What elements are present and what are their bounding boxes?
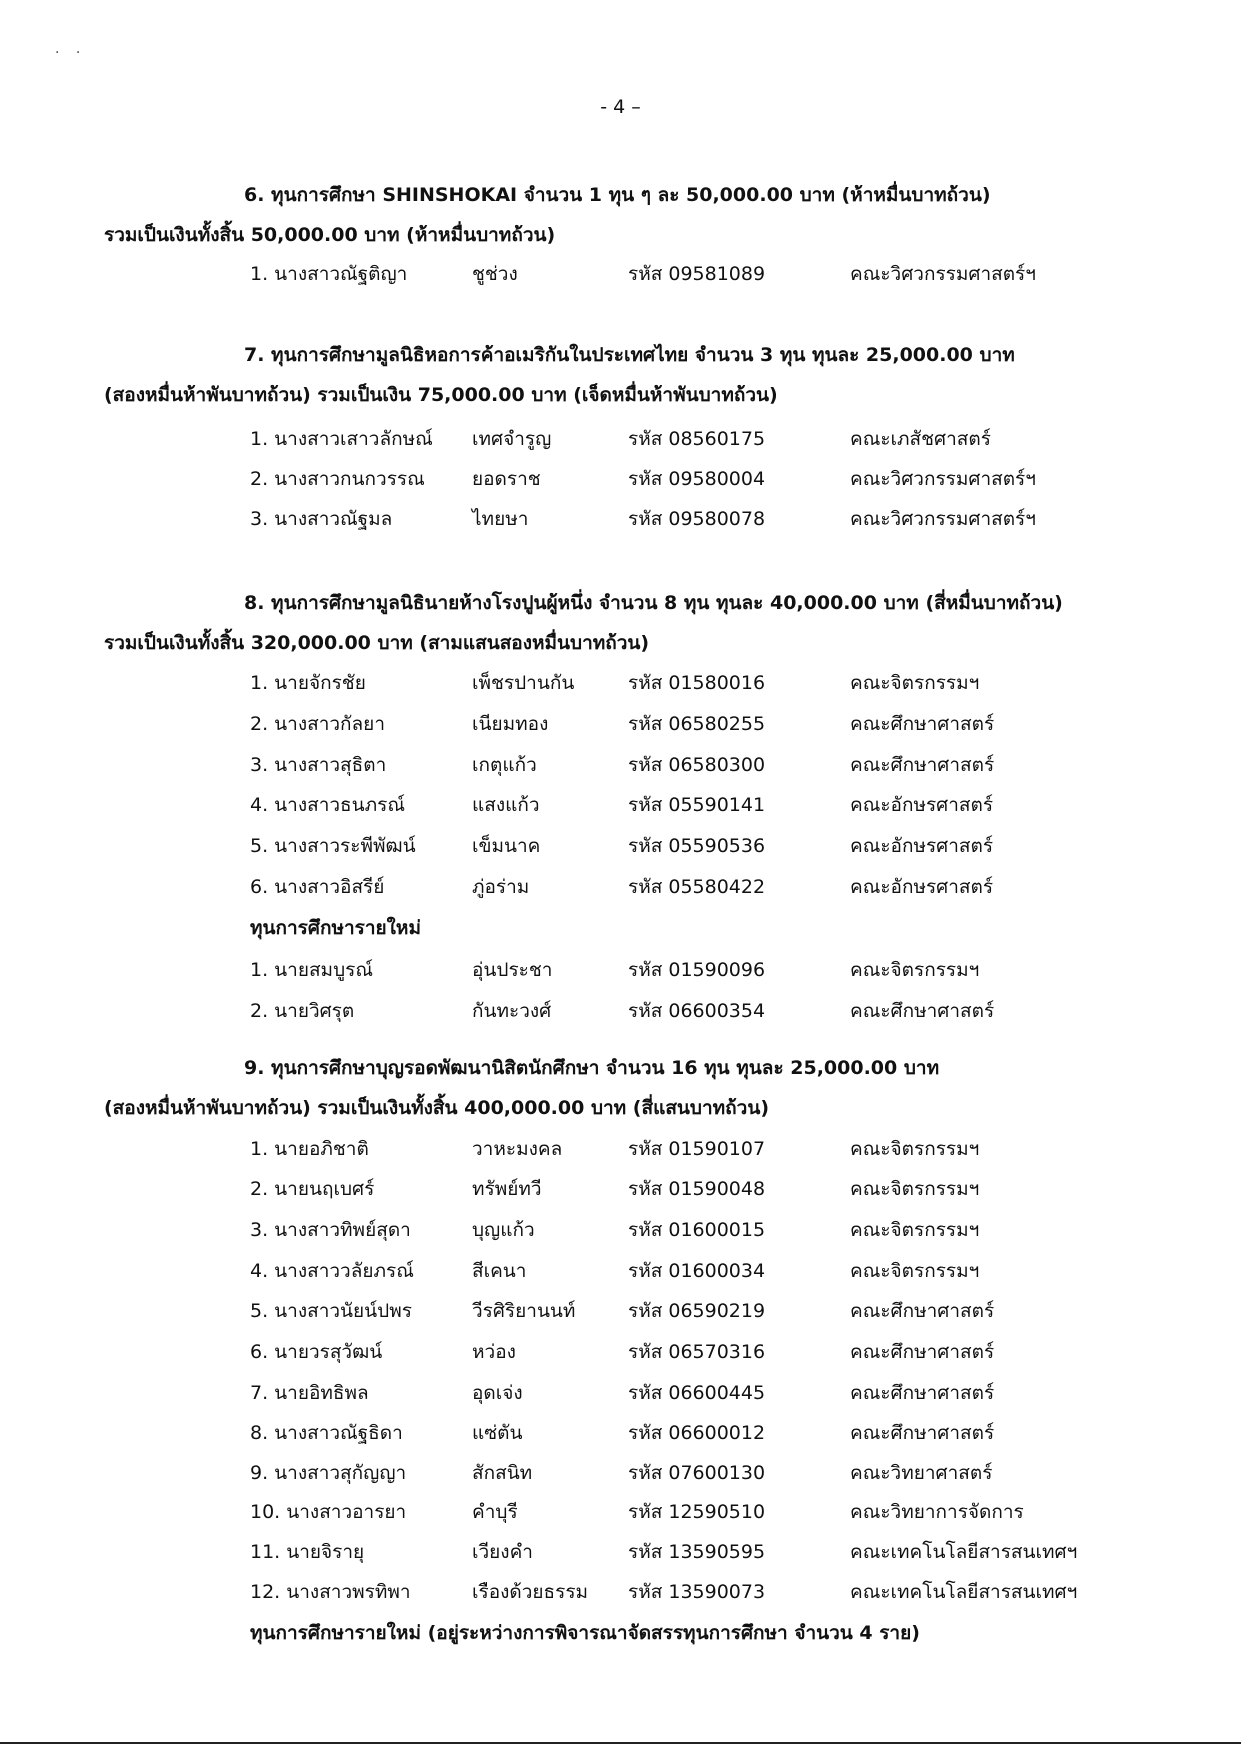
- heading-line-1: 9. ทุนการศึกษาบุญรอดพัฒนานิสิตนักศึกษา จำนวน 16 ทุน ทุนละ 25,000.00 บาท: [244, 1057, 940, 1079]
- student-id: รหัส 06600354: [628, 1000, 766, 1022]
- student-surname: แซ่ตัน: [472, 1422, 523, 1444]
- student-name: 7. นายอิทธิพล: [250, 1382, 369, 1404]
- student-surname: เกตุแก้ว: [472, 754, 537, 776]
- student-faculty: คณะศึกษาศาสตร์: [850, 713, 995, 735]
- student-surname: สักสนิท: [472, 1462, 533, 1484]
- student-name: 2. นางสาวกัลยา: [250, 713, 385, 735]
- student-name: 1. นายอภิชาติ: [250, 1138, 369, 1160]
- student-faculty: คณะศึกษาศาสตร์: [850, 1382, 995, 1404]
- student-id: รหัส 06600445: [628, 1382, 766, 1404]
- student-id: รหัส 01600034: [628, 1260, 766, 1282]
- student-surname: เทศจำรูญ: [472, 428, 552, 450]
- student-name: 1. นายสมบูรณ์: [250, 959, 373, 981]
- student-surname: อุดเจ่ง: [472, 1382, 523, 1404]
- heading-line-1: 6. ทุนการศึกษา SHINSHOKAI จำนวน 1 ทุน ๆ ละ 50,000.00 บาท (ห้าหมื่นบาทถ้วน): [244, 184, 991, 206]
- student-id: รหัส 09581089: [628, 263, 766, 285]
- student-id: รหัส 09580004: [628, 468, 766, 490]
- heading-line-2: (สองหมื่นห้าพันบาทถ้วน) รวมเป็นเงินทั้งสิ้น 400,000.00 บาท (สี่แสนบาทถ้วน): [104, 1097, 770, 1119]
- student-faculty: คณะอักษรศาสตร์: [850, 876, 994, 898]
- student-id: รหัส 06580255: [628, 713, 766, 735]
- student-faculty: คณะศึกษาศาสตร์: [850, 754, 995, 776]
- student-surname: เข็มนาค: [472, 835, 541, 857]
- student-surname: ยอดราช: [472, 468, 541, 490]
- student-surname: เวียงคำ: [472, 1541, 533, 1563]
- student-name: 8. นางสาวณัฐธิดา: [250, 1422, 403, 1444]
- student-id: รหัส 06570316: [628, 1341, 766, 1363]
- heading-line-1: 8. ทุนการศึกษามูลนิธินายห้างโรงปูนผู้หนึ่ง จำนวน 8 ทุน ทุนละ 40,000.00 บาท (สี่หมื่นบาทถ้วน): [244, 592, 1063, 614]
- new-scholarship-label: ทุนการศึกษารายใหม่ (อยู่ระหว่างการพิจารณาจัดสรรทุนการศึกษา จำนวน 4 ราย): [250, 1622, 920, 1644]
- student-name: 11. นายจิรายุ: [250, 1541, 365, 1563]
- student-faculty: คณะศึกษาศาสตร์: [850, 1341, 995, 1363]
- student-name: 4. นางสาววลัยภรณ์: [250, 1260, 414, 1282]
- student-faculty: คณะจิตรกรรมฯ: [850, 1178, 980, 1200]
- student-surname: คำบุรี: [472, 1501, 518, 1523]
- student-id: รหัส 05590141: [628, 794, 766, 816]
- student-faculty: คณะศึกษาศาสตร์: [850, 1000, 995, 1022]
- scan-specks: · ·: [55, 45, 87, 61]
- heading-line-2: รวมเป็นเงินทั้งสิ้น 50,000.00 บาท (ห้าหมื่นบาทถ้วน): [104, 224, 556, 246]
- student-surname: วีรศิริยานนท์: [472, 1300, 576, 1322]
- heading-line-2: รวมเป็นเงินทั้งสิ้น 320,000.00 บาท (สามแสนสองหมื่นบาทถ้วน): [104, 632, 650, 654]
- student-surname: ไทยษา: [472, 508, 529, 530]
- student-faculty: คณะวิศวกรรมศาสตร์ฯ: [850, 508, 1036, 530]
- student-surname: บุญแก้ว: [472, 1219, 535, 1241]
- student-name: 6. นายวรสุวัฒน์: [250, 1341, 383, 1363]
- scholarship-heading-8: [104, 583, 1140, 663]
- student-id: รหัส 09580078: [628, 508, 766, 530]
- student-name: 3. นางสาวสุธิตา: [250, 754, 387, 776]
- student-faculty: คณะจิตรกรรมฯ: [850, 672, 980, 694]
- student-faculty: คณะวิศวกรรมศาสตร์ฯ: [850, 263, 1036, 285]
- student-name: 2. นายวิศรุต: [250, 1000, 355, 1022]
- student-faculty: คณะวิศวกรรมศาสตร์ฯ: [850, 468, 1036, 490]
- student-faculty: คณะเภสัชศาสตร์: [850, 428, 991, 450]
- student-name: 1. นางสาวณัฐติญา: [250, 263, 408, 285]
- student-surname: แสงแก้ว: [472, 794, 540, 816]
- scan-edge-line: [0, 1742, 1241, 1744]
- scholarship-heading-6: [104, 175, 1140, 255]
- student-id: รหัส 08560175: [628, 428, 766, 450]
- student-faculty: คณะวิทยาการจัดการ: [850, 1501, 1024, 1523]
- student-surname: ภู่อร่าม: [472, 876, 530, 898]
- student-id: รหัส 06600012: [628, 1422, 766, 1444]
- student-id: รหัส 06580300: [628, 754, 766, 776]
- student-id: รหัส 01590048: [628, 1178, 766, 1200]
- student-surname: สีเคนา: [472, 1260, 527, 1282]
- student-surname: เรืองด้วยธรรม: [472, 1581, 589, 1603]
- student-name: 5. นางสาวนัยน์ปพร: [250, 1300, 412, 1322]
- student-surname: ทรัพย์ทวี: [472, 1178, 542, 1200]
- student-faculty: คณะจิตรกรรมฯ: [850, 959, 980, 981]
- student-name: 1. นางสาวเสาวลักษณ์: [250, 428, 433, 450]
- student-id: รหัส 06590219: [628, 1300, 766, 1322]
- student-id: รหัส 01590107: [628, 1138, 766, 1160]
- student-surname: อุ่นประชา: [472, 959, 553, 981]
- student-faculty: คณะจิตรกรรมฯ: [850, 1219, 980, 1241]
- student-faculty: คณะศึกษาศาสตร์: [850, 1300, 995, 1322]
- student-surname: กันทะวงศ์: [472, 1000, 552, 1022]
- student-faculty: คณะจิตรกรรมฯ: [850, 1138, 980, 1160]
- student-id: รหัส 05590536: [628, 835, 766, 857]
- student-name: 12. นางสาวพรทิพา: [250, 1581, 411, 1603]
- new-scholarship-label: ทุนการศึกษารายใหม่: [250, 917, 421, 939]
- student-faculty: คณะจิตรกรรมฯ: [850, 1260, 980, 1282]
- scholarship-heading-7: [104, 335, 1140, 415]
- heading-line-2: (สองหมื่นห้าพันบาทถ้วน) รวมเป็นเงิน 75,000.00 บาท (เจ็ดหมื่นห้าพันบาทถ้วน): [104, 384, 778, 406]
- student-surname: เพ็ชรปานกัน: [472, 672, 575, 694]
- student-id: รหัส 13590595: [628, 1541, 766, 1563]
- student-id: รหัส 12590510: [628, 1501, 766, 1523]
- student-surname: ชูช่วง: [472, 263, 518, 285]
- student-faculty: คณะอักษรศาสตร์: [850, 835, 994, 857]
- student-faculty: คณะอักษรศาสตร์: [850, 794, 994, 816]
- student-name: 6. นางสาวอิสรีย์: [250, 876, 385, 898]
- student-name: 9. นางสาวสุกัญญา: [250, 1462, 407, 1484]
- student-faculty: คณะศึกษาศาสตร์: [850, 1422, 995, 1444]
- scholarship-heading-9: [104, 1048, 1140, 1128]
- student-name: 10. นางสาวอารยา: [250, 1501, 407, 1523]
- student-name: 2. นางสาวกนกวรรณ: [250, 468, 425, 490]
- student-faculty: คณะเทคโนโลยีสารสนเทศฯ: [850, 1541, 1078, 1563]
- student-id: รหัส 05580422: [628, 876, 766, 898]
- student-id: รหัส 13590073: [628, 1581, 766, 1603]
- student-id: รหัส 01590096: [628, 959, 766, 981]
- student-id: รหัส 07600130: [628, 1462, 766, 1484]
- student-id: รหัส 01580016: [628, 672, 766, 694]
- student-name: 3. นางสาวทิพย์สุดา: [250, 1219, 411, 1241]
- heading-line-1: 7. ทุนการศึกษามูลนิธิหอการค้าอเมริกันในประเทศไทย จำนวน 3 ทุน ทุนละ 25,000.00 บาท: [244, 344, 1015, 366]
- student-id: รหัส 01600015: [628, 1219, 766, 1241]
- student-name: 1. นายจักรชัย: [250, 672, 366, 694]
- student-name: 3. นางสาวณัฐมล: [250, 508, 393, 530]
- student-name: 4. นางสาวธนภรณ์: [250, 794, 405, 816]
- student-surname: หว่อง: [472, 1341, 516, 1363]
- student-surname: เนียมทอง: [472, 713, 549, 735]
- student-surname: วาหะมงคล: [472, 1138, 563, 1160]
- page-number: - 4 –: [600, 96, 641, 118]
- student-faculty: คณะเทคโนโลยีสารสนเทศฯ: [850, 1581, 1078, 1603]
- student-name: 2. นายนฤเบศร์: [250, 1178, 375, 1200]
- student-name: 5. นางสาวระพีพัฒน์: [250, 835, 416, 857]
- student-faculty: คณะวิทยาศาสตร์: [850, 1462, 993, 1484]
